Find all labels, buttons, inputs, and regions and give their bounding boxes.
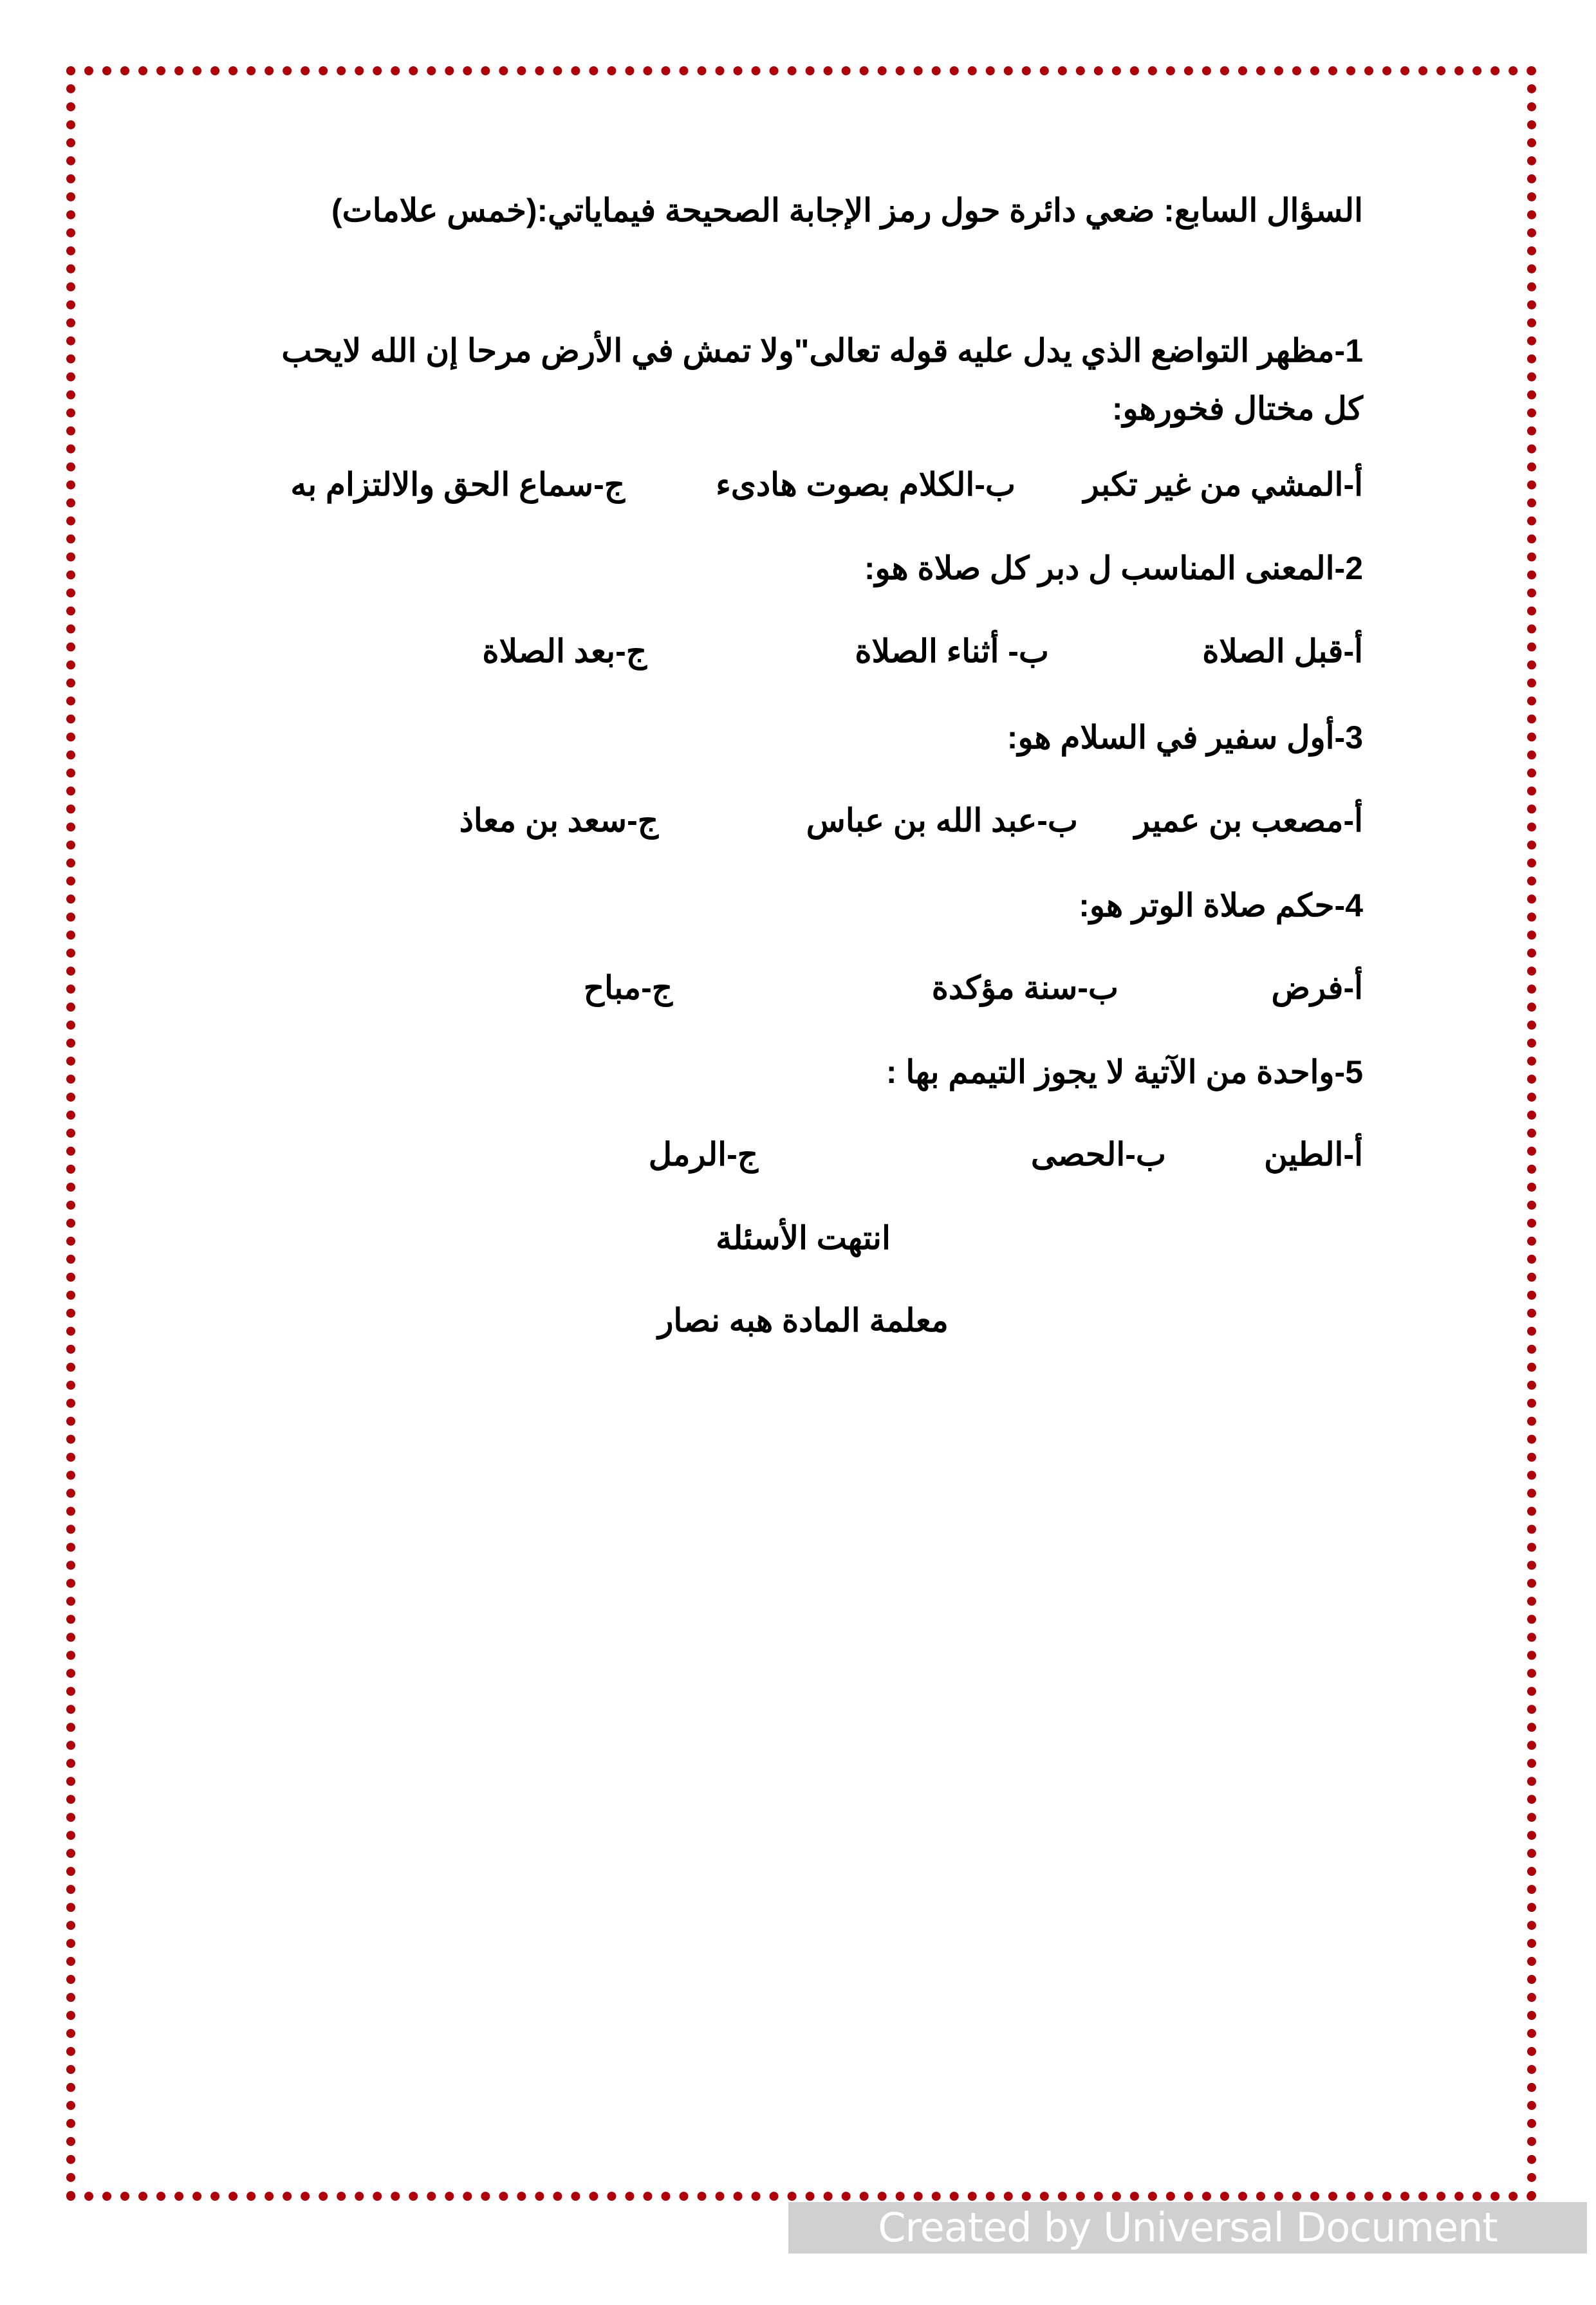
option-5c[interactable]: ج-الرمل: [648, 1136, 758, 1172]
end-of-questions: انتهت الأسئلة: [716, 1220, 891, 1256]
option-4a[interactable]: أ-فرض: [1271, 970, 1363, 1006]
question-2: 2-المعنى المناسب ل دبر كل صلاة هو:: [864, 550, 1363, 586]
option-2c[interactable]: ج-بعد الصلاة: [482, 633, 647, 669]
option-5b[interactable]: ب-الحصى: [1030, 1136, 1166, 1172]
question-3: 3-أول سفير في السلام هو:: [1007, 719, 1363, 755]
option-1b[interactable]: ب-الكلام بصوت هادىء: [716, 467, 1016, 503]
question-4: 4-حكم صلاة الوتر هو:: [1079, 887, 1363, 923]
option-1c[interactable]: ج-سماع الحق والالتزام به: [290, 467, 625, 503]
option-2a[interactable]: أ-قبل الصلاة: [1202, 633, 1363, 669]
question-5: 5-واحدة من الآتية لا يجوز التيمم بها :: [886, 1054, 1363, 1090]
option-3a[interactable]: أ-مصعب بن عمير: [1134, 802, 1363, 838]
option-1a[interactable]: أ-المشي من غير تكبر: [1083, 467, 1363, 503]
option-2b[interactable]: ب- أثناء الصلاة: [855, 633, 1049, 669]
teacher-signature: معلمة المادة هبه نصار: [658, 1302, 949, 1338]
option-3b[interactable]: ب-عبد الله بن عباس: [806, 802, 1078, 838]
watermark: Created by Universal Document Converter: [788, 2202, 1587, 2254]
option-4b[interactable]: ب-سنة مؤكدة: [931, 970, 1118, 1006]
section-header: السؤال السابع: ضعي دائرة حول رمز الإجابة الصحيحة فيماياتي:(خمس علامات): [331, 192, 1363, 228]
option-5a[interactable]: أ-الطين: [1264, 1136, 1363, 1172]
option-4c[interactable]: ج-مباح: [583, 970, 673, 1006]
question-1: 1-مظهر التواضع الذي يدل عليه قوله تعالى"ولا تمش في الأرض مرحا إن الله لايحب كل مختال فخورهو:: [281, 333, 1363, 427]
option-3c[interactable]: ج-سعد بن معاذ: [459, 802, 658, 838]
